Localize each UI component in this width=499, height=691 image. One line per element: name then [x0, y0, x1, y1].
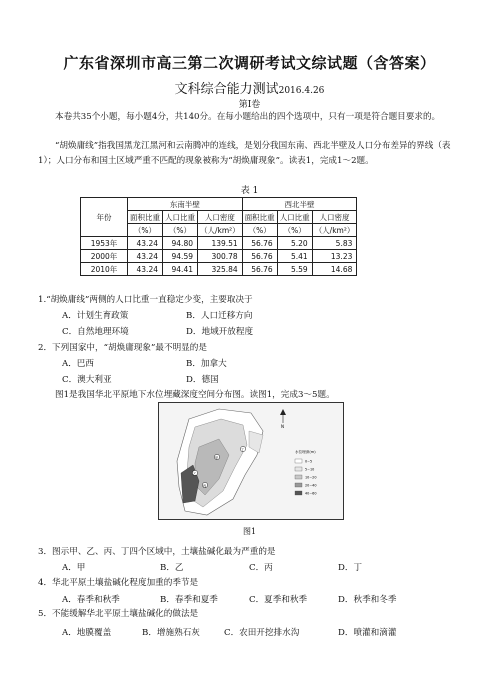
table-row: [81, 263, 357, 276]
question-1: 1.“胡焕庸线”两侧的人口比重一直稳定少变，主要取决于: [38, 295, 253, 305]
col-label: 面积比重: [128, 211, 163, 224]
intro-paragraph: “胡焕庸线”指我国黑龙江黑河和云南腾冲的连线，是划分我国东南、西北半壁及人口分布差异的界线（表1）；人口分布和国土区域严重不匹配的现象被称为“胡焕庸现象”。读表1，完成1～2题。: [38, 141, 451, 166]
cell: 43.24: [128, 263, 163, 276]
q2-option-b: B．加拿大: [186, 359, 227, 369]
southeast-header: 东南半壁: [128, 198, 243, 211]
cell: 300.78: [198, 250, 243, 263]
map-label-bing: 丙: [203, 484, 207, 488]
cell: 5.20: [277, 237, 312, 250]
col-label: 面积比重: [242, 211, 277, 224]
cell: 325.84: [198, 263, 243, 276]
q4-option-b: B．春季和夏季: [160, 595, 218, 605]
q5-option-a: A．地膜覆盖: [62, 628, 112, 638]
cell: 13.23: [312, 250, 357, 263]
cell: 56.76: [242, 263, 277, 276]
table-row: [81, 237, 357, 250]
legend-label: 40~60: [305, 491, 317, 496]
northwest-header: 西北半壁: [242, 198, 357, 211]
cell: 5.59: [277, 263, 312, 276]
cell: 5.83: [312, 237, 357, 250]
cell: 56.76: [242, 237, 277, 250]
col-unit: （%）: [128, 224, 163, 237]
q3-option-d: D．丁: [338, 563, 363, 573]
cell: 139.51: [198, 237, 243, 250]
cell: 14.68: [312, 263, 357, 276]
q3-option-c: C．丙: [249, 563, 273, 573]
col-label: 人口密度: [312, 211, 357, 224]
q2-option-a: A．巴西: [62, 359, 94, 369]
figure-caption: 图1: [242, 527, 257, 536]
legend-swatch: [295, 467, 302, 471]
cell: 5.41: [277, 250, 312, 263]
q3-option-a: A．甲: [62, 563, 86, 573]
legend-title: 水位埋深(m): [295, 450, 316, 454]
cell: 56.76: [242, 250, 277, 263]
north-label: N: [281, 424, 284, 429]
q1-option-d: D．地域开放程度: [186, 327, 254, 337]
question-5: 5．不能缓解华北平原土壤盐碱化的做法是: [38, 609, 199, 619]
part-label: 第Ⅰ卷: [238, 100, 261, 110]
cell: 43.24: [128, 237, 163, 250]
legend-swatch: [295, 475, 302, 479]
legend-label: 20~40: [305, 483, 317, 488]
q1-option-a: A．计划生育政策: [62, 311, 129, 321]
legend-label: 5~10: [305, 467, 315, 472]
cell: 94.59: [163, 250, 198, 263]
q1-option-c: C．自然地理环境: [62, 327, 129, 337]
col-label: 人口比重: [277, 211, 312, 224]
cell: 94.41: [163, 263, 198, 276]
col-label: 人口密度: [198, 211, 243, 224]
map-label-jia: 甲: [215, 456, 219, 460]
question-3: 3．图示甲、乙、丙、丁四个区域中，土壤盐碱化最为严重的是: [38, 547, 276, 557]
map-label-ding: 丁: [241, 448, 245, 452]
q4-option-c: C．夏季和秋季: [249, 595, 308, 605]
year-header: 年份: [81, 198, 128, 237]
col-unit: （%）: [163, 224, 198, 237]
map-drawing: [159, 403, 343, 519]
document-title: 广东省深圳市高三第二次调研考试文综试题（含答案）: [63, 54, 436, 72]
q3-option-b: B．乙: [160, 563, 184, 573]
row-year: 2010年: [81, 263, 128, 276]
q2-option-c: C．澳大利亚: [62, 375, 112, 385]
q1-option-b: B．人口迁移方向: [186, 311, 253, 321]
question-4: 4．华北平原土壤盐碱化程度加重的季节是: [38, 578, 199, 588]
legend-swatch: [295, 483, 302, 487]
population-table: [80, 197, 357, 276]
groundwater-map: [158, 402, 344, 520]
legend-swatch: [295, 459, 302, 463]
q2-option-d: D．德国: [186, 375, 219, 385]
col-unit: （%）: [242, 224, 277, 237]
row-year: 2000年: [81, 250, 128, 263]
q4-option-d: D．秋季和冬季: [338, 595, 397, 605]
q5-option-c: C．农田开挖排水沟: [224, 628, 300, 638]
row-year: 1953年: [81, 237, 128, 250]
cell: 43.24: [128, 250, 163, 263]
exam-subtitle: [0, 78, 499, 97]
instructions: 本卷共35个小题，每小题4分，共140分。在每小题给出的四个选项中，只有一项是符合题目要求的。: [55, 112, 441, 122]
subtitle-text: 文科综合能力测试: [174, 82, 279, 97]
table-row: [81, 250, 357, 263]
legend-label: 0~5: [305, 459, 313, 464]
col-label: 人口比重: [163, 211, 198, 224]
legend-label: 10~20: [305, 475, 317, 480]
col-unit: （%）: [277, 224, 312, 237]
q5-option-b: B．增施熟石灰: [142, 628, 200, 638]
question-2: 2．下列国家中，“胡焕庸现象”最不明显的是: [38, 343, 207, 353]
col-unit: （人/km²）: [312, 224, 357, 237]
q4-option-a: A．春季和秋季: [62, 595, 120, 605]
cell: 94.80: [163, 237, 198, 250]
q5-option-d: D．喷灌和滴灌: [338, 628, 397, 638]
exam-date: 2016.4.26: [278, 86, 325, 96]
col-unit: （人/km²）: [198, 224, 243, 237]
table-caption: 表 1: [240, 186, 259, 196]
intro-2: 图1是我国华北平原地下水位埋藏深度空间分布图。读图1，完成3～5题。: [55, 390, 335, 400]
map-label-yi: 乙: [193, 472, 197, 476]
legend-swatch: [295, 491, 302, 495]
north-arrowhead-icon: [280, 409, 286, 415]
